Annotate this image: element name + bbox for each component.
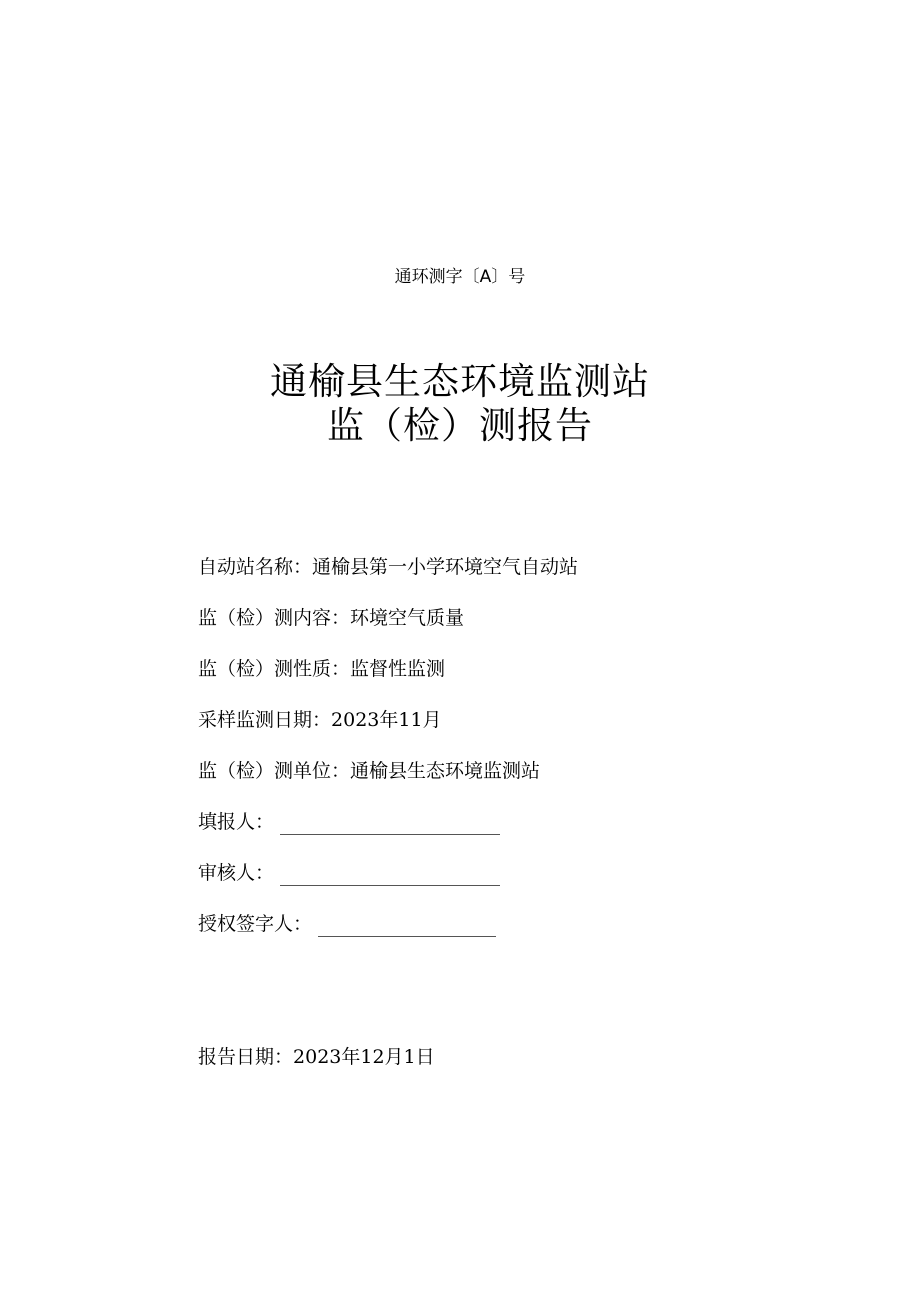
field-value: 2023年12月1日 (293, 1046, 435, 1068)
field-value: 环境空气质量 (350, 607, 465, 629)
field-value: 通榆县第一小学环境空气自动站 (312, 556, 579, 578)
field-monitoring-unit (198, 758, 540, 784)
field-label: 报告日期： (198, 1046, 294, 1068)
field-monitoring-content (198, 605, 464, 631)
field-label: 监（检）测性质： (198, 658, 351, 680)
signatory-signature-line[interactable] (318, 918, 496, 937)
field-report-date (198, 1044, 435, 1070)
field-label: 授权签字人： (198, 913, 313, 935)
field-filler (198, 809, 500, 835)
field-authorized-signatory (198, 911, 496, 937)
reviewer-signature-line[interactable] (280, 867, 500, 886)
field-value: 通榆县生态环境监测站 (350, 760, 541, 782)
report-title-type: 监（检）测报告 (327, 404, 593, 447)
field-label: 监（检）测内容： (198, 607, 351, 629)
document-number: 通环测字〔A〕号 (394, 267, 526, 287)
filler-signature-line[interactable] (280, 816, 500, 835)
field-monitoring-nature (198, 656, 445, 682)
field-label: 填报人： (198, 811, 275, 833)
field-label: 采样监测日期： (198, 709, 332, 731)
field-reviewer (198, 860, 500, 886)
field-value: 监督性监测 (350, 658, 446, 680)
field-sampling-date (198, 707, 442, 733)
field-label: 审核人： (198, 862, 275, 884)
field-station-name (198, 554, 578, 580)
report-title-org: 通榆县生态环境监测站 (270, 360, 650, 403)
field-label: 监（检）测单位： (198, 760, 351, 782)
field-value: 2023年11月 (331, 709, 442, 731)
field-label: 自动站名称： (198, 556, 313, 578)
